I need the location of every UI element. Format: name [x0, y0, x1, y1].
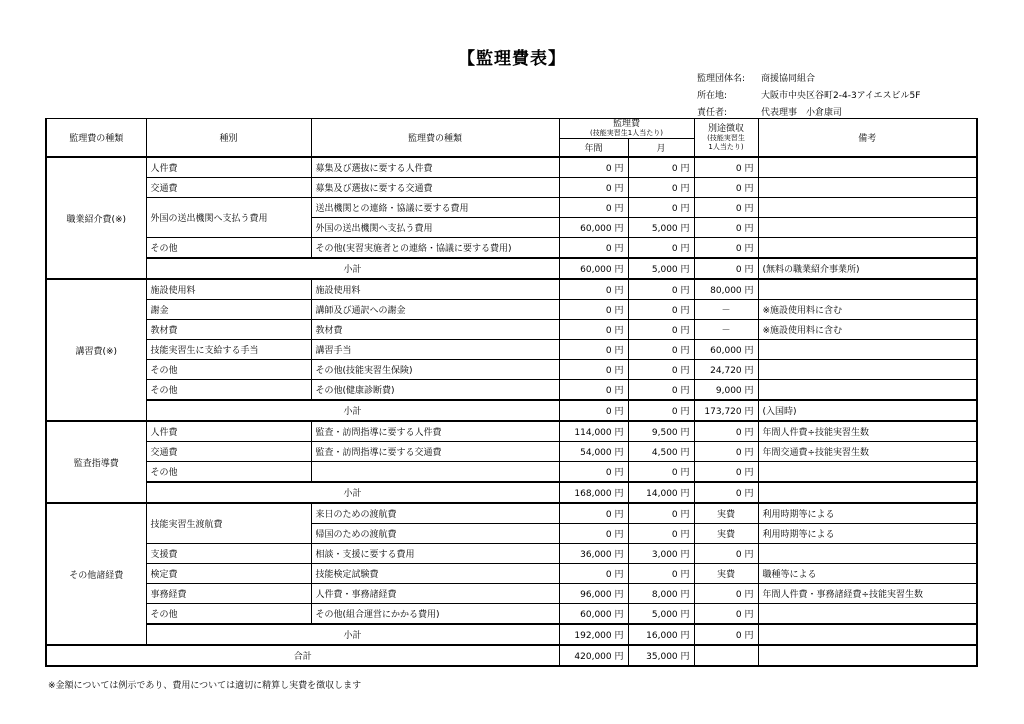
cell-month: 5,000 円	[628, 218, 694, 238]
cell-detail: 募集及び選抜に要する交通費	[311, 178, 559, 198]
cell-kind: その他	[146, 360, 311, 380]
cell-kind: 人件費	[146, 157, 311, 178]
cell-year: 0 円	[559, 360, 628, 380]
table-row	[46, 503, 977, 524]
subtotal-month: 0 円	[628, 400, 694, 421]
table-row	[46, 238, 977, 259]
cell-year: 0 円	[559, 564, 628, 584]
cell-detail: その他(健康診断費)	[311, 380, 559, 401]
subtotal-row	[46, 482, 977, 503]
cell-month: 0 円	[628, 198, 694, 218]
header-separate-sub2: 1人当たり)	[708, 142, 744, 151]
org-name-label: 監理団体名:	[697, 74, 746, 84]
cell-year: 0 円	[559, 157, 628, 178]
cell-kind: 事務経費	[146, 584, 311, 604]
cell-year: 0 円	[559, 320, 628, 340]
cell-year: 0 円	[559, 279, 628, 300]
total-year: 420,000 円	[559, 645, 628, 666]
cell-year: 60,000 円	[559, 218, 628, 238]
cell-detail: 帰国のための渡航費	[311, 524, 559, 544]
cell-kind: 技能実習生に支給する手当	[146, 340, 311, 360]
cell-kind: その他	[146, 380, 311, 401]
cell-detail: 施設使用料	[311, 279, 559, 300]
organization-info	[697, 71, 920, 122]
cell-kind: 施設使用料	[146, 279, 311, 300]
cell-month: 0 円	[628, 524, 694, 544]
subtotal-remarks	[758, 624, 977, 645]
table-row	[46, 462, 977, 483]
cell-month: 0 円	[628, 157, 694, 178]
cell-separate: 0 円	[694, 442, 758, 462]
cell-kind: 交通費	[146, 442, 311, 462]
cell-separate: －	[694, 320, 758, 340]
header-fee-type: 監理費の種類	[46, 119, 146, 158]
cell-year: 0 円	[559, 300, 628, 320]
cell-separate: 0 円	[694, 178, 758, 198]
cell-remarks: 年間交通費÷技能実習生数	[758, 442, 977, 462]
cell-month: 0 円	[628, 360, 694, 380]
total-remarks	[758, 645, 977, 666]
subtotal-separate: 0 円	[694, 482, 758, 503]
header-remarks: 備考	[758, 119, 977, 158]
header-yearly: 年間	[559, 139, 628, 158]
cell-separate: 0 円	[694, 218, 758, 238]
cell-remarks: 年間人件費・事務諸経費÷技能実習生数	[758, 584, 977, 604]
table-row	[46, 320, 977, 340]
subtotal-row	[46, 258, 977, 279]
cell-month: 0 円	[628, 503, 694, 524]
cell-detail: 講師及び通訳への謝金	[311, 300, 559, 320]
table-row	[46, 380, 977, 401]
org-name: 商援協同組合	[761, 74, 816, 84]
page-title: 【監理費表】	[458, 49, 566, 69]
cell-month: 0 円	[628, 238, 694, 259]
cell-detail: 技能検定試験費	[311, 564, 559, 584]
total-month: 35,000 円	[628, 645, 694, 666]
table-row	[46, 300, 977, 320]
cell-month: 8,000 円	[628, 584, 694, 604]
cell-detail	[311, 462, 559, 483]
cell-year: 0 円	[559, 340, 628, 360]
cell-separate: 0 円	[694, 421, 758, 442]
cell-remarks	[758, 279, 977, 300]
table-row	[46, 544, 977, 564]
cell-month: 4,500 円	[628, 442, 694, 462]
section-name: 講習費(※)	[46, 279, 146, 421]
cell-detail: 監査・訪問指導に要する人件費	[311, 421, 559, 442]
cell-kind: その他	[146, 604, 311, 625]
table-row	[46, 178, 977, 198]
subtotal-separate: 0 円	[694, 624, 758, 645]
cell-remarks: ※施設使用料に含む	[758, 300, 977, 320]
cell-kind: 交通費	[146, 178, 311, 198]
cell-separate: 0 円	[694, 198, 758, 218]
cell-kind: 教材費	[146, 320, 311, 340]
org-address: 大阪市中央区谷町2-4-3アイエスビル5F	[761, 91, 921, 101]
table-row	[46, 360, 977, 380]
cell-detail: 人件費・事務諸経費	[311, 584, 559, 604]
cell-separate: 9,000 円	[694, 380, 758, 401]
subtotal-separate: 0 円	[694, 258, 758, 279]
cell-detail: 募集及び選抜に要する人件費	[311, 157, 559, 178]
table-row	[46, 340, 977, 360]
table-row	[46, 198, 977, 218]
header-monthly: 月	[628, 139, 694, 158]
subtotal-remarks: (入国時)	[758, 400, 977, 421]
subtotal-label: 小計	[146, 482, 559, 503]
cell-month: 0 円	[628, 279, 694, 300]
cell-detail: 教材費	[311, 320, 559, 340]
cell-remarks	[758, 544, 977, 564]
cell-remarks: 利用時期等による	[758, 524, 977, 544]
cell-month: 0 円	[628, 300, 694, 320]
cell-detail: その他(技能実習生保険)	[311, 360, 559, 380]
cell-month: 9,500 円	[628, 421, 694, 442]
cell-month: 0 円	[628, 340, 694, 360]
table-row	[46, 421, 977, 442]
table-row	[46, 157, 977, 178]
cell-separate: 60,000 円	[694, 340, 758, 360]
cell-remarks: ※施設使用料に含む	[758, 320, 977, 340]
total-separate	[694, 645, 758, 666]
subtotal-label: 小計	[146, 624, 559, 645]
header-separate-sub1: (技能実習生	[707, 133, 745, 142]
header-fee-sub: (技能実習生1人当たり)	[590, 129, 663, 137]
cell-remarks	[758, 360, 977, 380]
subtotal-year: 168,000 円	[559, 482, 628, 503]
subtotal-label: 小計	[146, 400, 559, 421]
footnote: ※金額については例示であり、費用については適切に精算し実費を徴収します	[48, 681, 362, 691]
subtotal-row	[46, 624, 977, 645]
subtotal-row	[46, 400, 977, 421]
cell-remarks	[758, 604, 977, 625]
cell-detail: 外国の送出機関へ支払う費用	[311, 218, 559, 238]
cell-separate: 実費	[694, 564, 758, 584]
cell-detail: 相談・支援に要する費用	[311, 544, 559, 564]
cell-separate: 実費	[694, 503, 758, 524]
subtotal-month: 14,000 円	[628, 482, 694, 503]
cell-year: 0 円	[559, 524, 628, 544]
cell-separate: 0 円	[694, 157, 758, 178]
table-row	[46, 604, 977, 625]
cell-remarks	[758, 218, 977, 238]
cell-year: 114,000 円	[559, 421, 628, 442]
subtotal-year: 0 円	[559, 400, 628, 421]
cell-month: 0 円	[628, 564, 694, 584]
cell-remarks	[758, 238, 977, 259]
header-separate	[694, 119, 758, 158]
cell-year: 36,000 円	[559, 544, 628, 564]
cell-year: 0 円	[559, 462, 628, 483]
cell-detail: その他(組合運営にかかる費用)	[311, 604, 559, 625]
cell-separate: 0 円	[694, 584, 758, 604]
cell-month: 0 円	[628, 380, 694, 401]
org-address-label: 所在地:	[697, 91, 728, 101]
cell-detail: 監査・訪問指導に要する交通費	[311, 442, 559, 462]
cell-detail: 送出機関との連絡・協議に要する費用	[311, 198, 559, 218]
cell-kind: 検定費	[146, 564, 311, 584]
cell-remarks: 年間人件費÷技能実習生数	[758, 421, 977, 442]
table-row	[46, 584, 977, 604]
cell-kind: 支援費	[146, 544, 311, 564]
header-fee	[559, 119, 694, 139]
total-label: 合計	[46, 645, 559, 666]
cell-separate: 0 円	[694, 544, 758, 564]
cell-year: 0 円	[559, 198, 628, 218]
cell-detail: 講習手当	[311, 340, 559, 360]
cell-year: 54,000 円	[559, 442, 628, 462]
cell-separate: 実費	[694, 524, 758, 544]
cell-month: 5,000 円	[628, 604, 694, 625]
cell-year: 0 円	[559, 503, 628, 524]
subtotal-year: 192,000 円	[559, 624, 628, 645]
cell-kind: 技能実習生渡航費	[146, 503, 311, 544]
org-person: 代表理事 小倉康司	[761, 108, 843, 118]
header-kind: 種別	[146, 119, 311, 158]
total-row	[46, 645, 977, 666]
subtotal-label: 小計	[146, 258, 559, 279]
cell-remarks	[758, 178, 977, 198]
cell-month: 0 円	[628, 462, 694, 483]
cell-kind: 外国の送出機関へ支払う費用	[146, 198, 311, 238]
cell-year: 0 円	[559, 380, 628, 401]
cell-kind: 人件費	[146, 421, 311, 442]
cell-remarks: 職種等による	[758, 564, 977, 584]
cell-year: 0 円	[559, 238, 628, 259]
cell-year: 0 円	[559, 178, 628, 198]
cell-separate: 0 円	[694, 604, 758, 625]
cell-separate: 0 円	[694, 462, 758, 483]
table-row	[46, 279, 977, 300]
cell-year: 60,000 円	[559, 604, 628, 625]
cell-remarks: 利用時期等による	[758, 503, 977, 524]
subtotal-remarks: (無料の職業紹介事業所)	[758, 258, 977, 279]
header-fee-type-detail: 監理費の種類	[311, 119, 559, 158]
subtotal-year: 60,000 円	[559, 258, 628, 279]
cell-separate: 24,720 円	[694, 360, 758, 380]
cell-remarks	[758, 380, 977, 401]
cell-kind: その他	[146, 238, 311, 259]
section-name: その他諸経費	[46, 503, 146, 645]
cell-month: 0 円	[628, 178, 694, 198]
cell-year: 96,000 円	[559, 584, 628, 604]
cell-separate: 0 円	[694, 238, 758, 259]
org-person-label: 責任者:	[697, 108, 728, 118]
cell-detail: その他(実習実施者との連絡・協議に要する費用)	[311, 238, 559, 259]
cell-remarks	[758, 198, 977, 218]
cell-remarks	[758, 340, 977, 360]
header-fee-label: 監理費	[613, 119, 641, 129]
cell-remarks	[758, 462, 977, 483]
subtotal-remarks	[758, 482, 977, 503]
cell-month: 0 円	[628, 320, 694, 340]
cell-separate: 80,000 円	[694, 279, 758, 300]
subtotal-separate: 173,720 円	[694, 400, 758, 421]
cell-detail: 来日のための渡航費	[311, 503, 559, 524]
cell-separate: －	[694, 300, 758, 320]
cell-month: 3,000 円	[628, 544, 694, 564]
subtotal-month: 16,000 円	[628, 624, 694, 645]
header-separate-label: 別途徴収	[708, 123, 745, 134]
section-name: 監査指導費	[46, 421, 146, 503]
subtotal-month: 5,000 円	[628, 258, 694, 279]
table-row	[46, 442, 977, 462]
table-row	[46, 564, 977, 584]
cell-kind: 謝金	[146, 300, 311, 320]
fee-table	[45, 118, 978, 667]
cell-kind: その他	[146, 462, 311, 483]
cell-remarks	[758, 157, 977, 178]
section-name: 職業紹介費(※)	[46, 157, 146, 279]
